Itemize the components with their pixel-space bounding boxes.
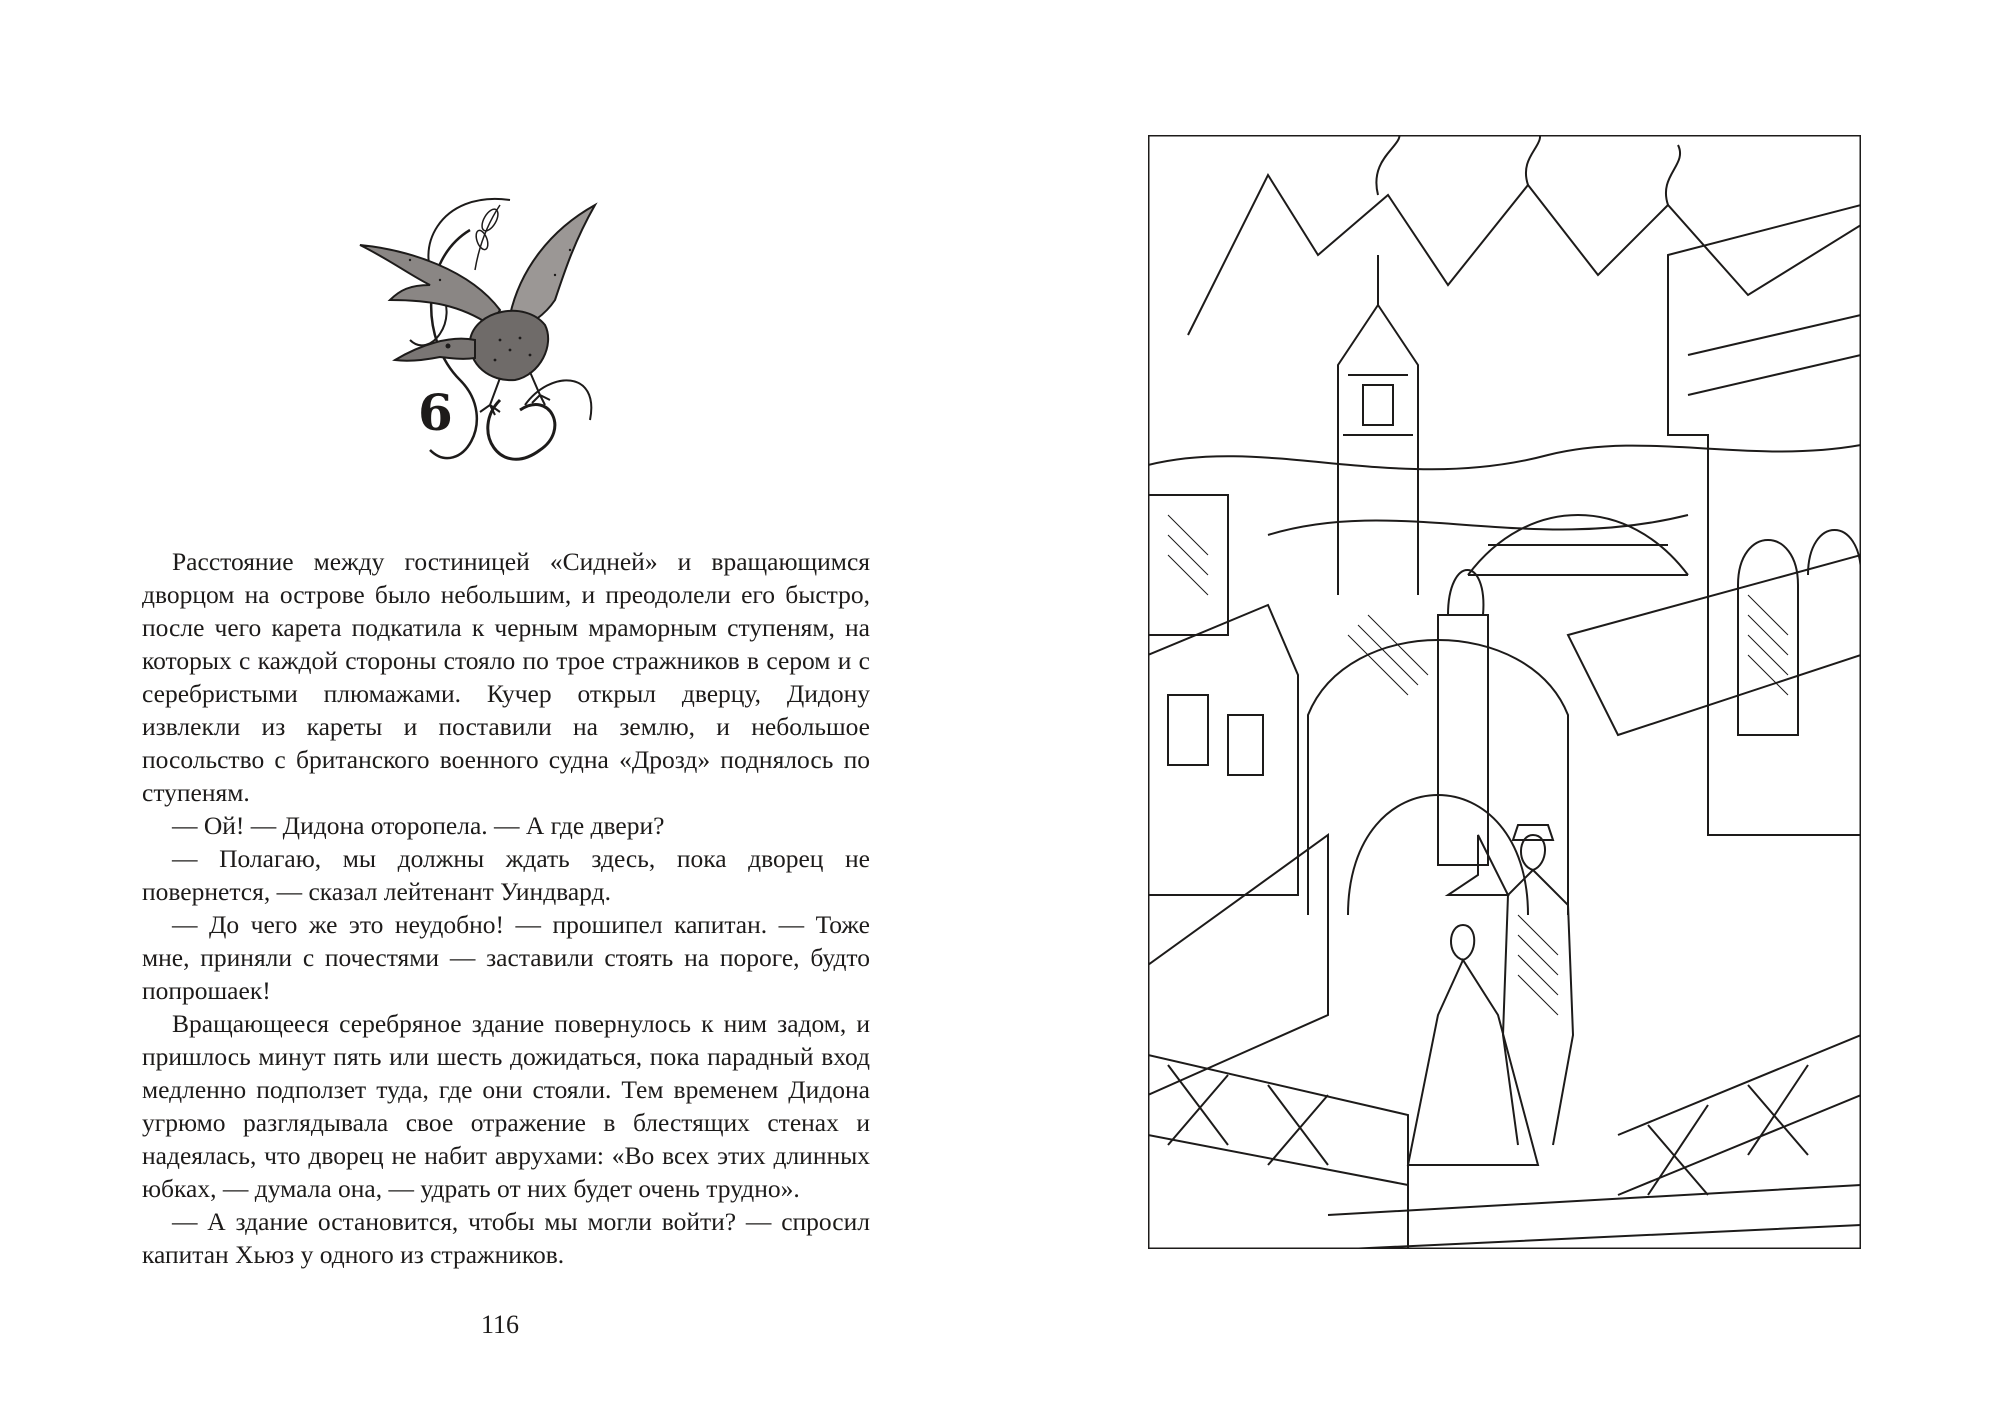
- paragraph: — Ой! — Дидона оторопела. — А где двери?: [172, 811, 665, 840]
- winged-creature-icon: [350, 190, 650, 490]
- pen-ink-city-scene-icon: [1148, 135, 1861, 1249]
- page-number: 116: [480, 1310, 520, 1339]
- body-text: [142, 545, 870, 1271]
- paragraph: — До чего же это неудобно! — прошипел капитан. — Тоже мне, приняли с почестями — заставили стоять на пороге, будто попрошаек!: [142, 910, 870, 1005]
- paragraph: — Полагаю, мы должны ждать здесь, пока дворец не повернется, — сказал лейтенант Уиндвард.: [142, 844, 870, 906]
- paragraph: — А здание остановится, чтобы мы могли войти? — спросил капитан Хьюз у одного из стражников.: [142, 1207, 870, 1269]
- paragraph: Расстояние между гостиницей «Сидней» и вращающимся дворцом на острове было небольшим, и преодолели его быстро, после чего карета подкатила к черным мраморным ступеням, на которых с каждой стороны стояло по трое стражников в сером и с серебристыми плюмажами. Кучер открыл дверцу, Дидону извлекли из кареты и поставили на землю, и небольшое посольство с британского военного судна «Дрозд» поднялось по ступеням.: [142, 547, 870, 807]
- chapter-number: 6: [418, 383, 453, 442]
- paragraph: Вращающееся серебряное здание повернулось к ним задом, и пришлось минут пять или шесть дожидаться, пока парадный вход медленно подползет туда, где они стояли. Тем временем Дидона угрюмо разглядывала свое отражение в блестящих стенах и надеялась, что дворец не набит аврухами: «Во всех этих длинных юбках, — думала она, — удрать от них будет очень трудно».: [142, 1009, 870, 1203]
- right-page: [1000, 0, 2000, 1411]
